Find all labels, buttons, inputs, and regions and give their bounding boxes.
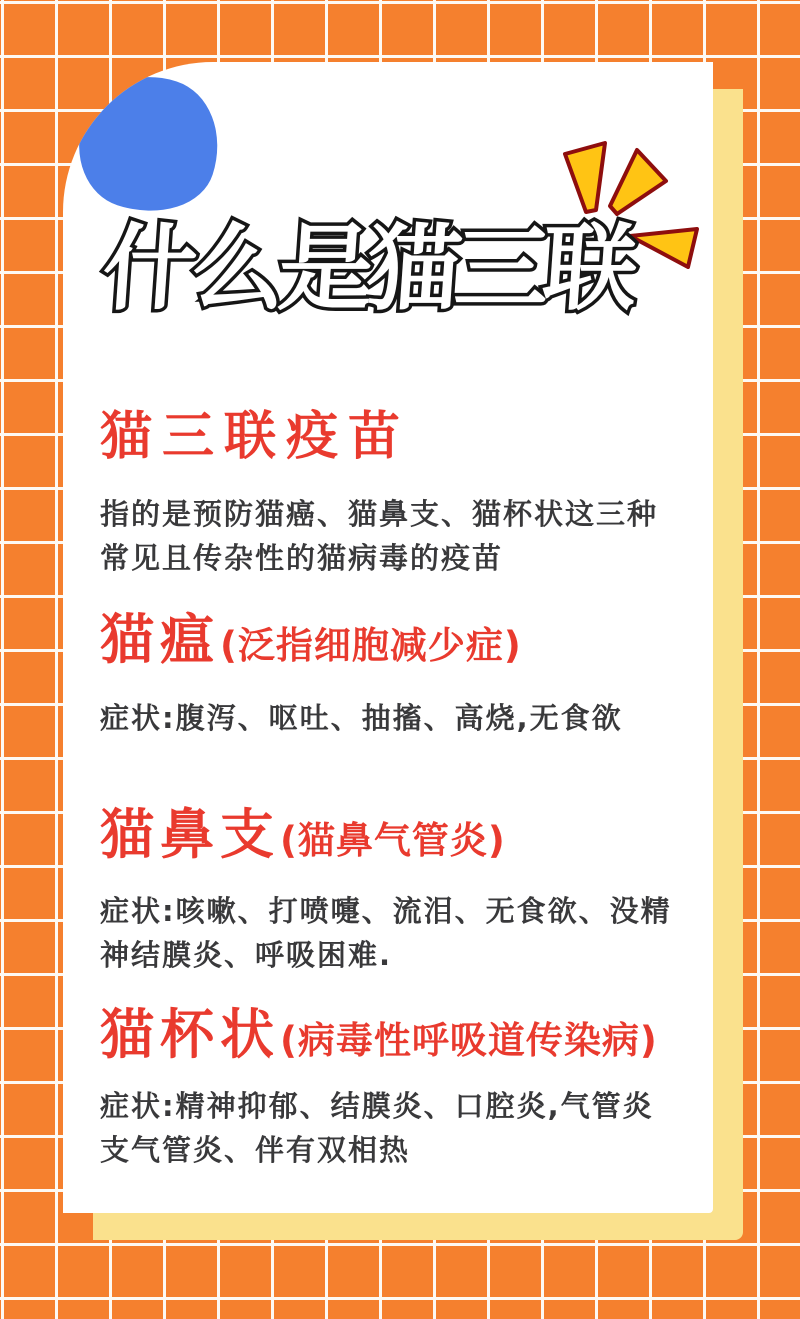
body-line: 神结膜炎、呼吸困难. [100,938,393,972]
section-heading-main: 猫三联疫苗 [100,407,411,467]
section-heading-vaccine [100,407,411,467]
poster-title: 什么是猫三联 [99,215,635,324]
spark-right-icon [630,229,697,267]
section-heading-calicivirus [100,1003,658,1066]
section-heading-main: 猫鼻支 [100,803,280,866]
body-line: 支气管炎、伴有双相热 [100,1133,411,1167]
body-line: 指的是预防猫癌、猫鼻支、猫杯状这三种 [100,497,659,531]
section-heading-sub: (病毒性呼吸道传染病) [280,1019,658,1062]
section-body-calicivirus [100,1084,654,1172]
spark-middle-icon [610,150,666,214]
section-body-panleukopenia [100,696,623,740]
blue-blob-decoration [63,62,237,230]
poster-card [63,62,713,1213]
section-heading-rhinotracheitis [100,803,506,866]
section-heading-panleukopenia [100,608,522,671]
body-line: 症状:咳嗽、打喷嚏、流泪、无食欲、没精 [100,894,672,928]
section-heading-main: 猫瘟 [100,608,220,671]
section-heading-sub: (泛指细胞减少症) [220,624,522,667]
section-body-vaccine [100,492,658,580]
section-heading-sub: (猫鼻气管炎) [280,819,506,862]
body-line: 常见且传杂性的猫病毒的疫苗 [100,541,504,575]
body-line: 症状:腹泻、呕吐、抽搐、高烧,无食欲 [100,701,623,735]
section-body-rhinotracheitis [100,889,672,977]
spark-left-icon [565,143,605,212]
body-line: 症状:精神抑郁、结膜炎、口腔炎,气管炎 [100,1089,654,1123]
section-heading-main: 猫杯状 [100,1003,280,1066]
